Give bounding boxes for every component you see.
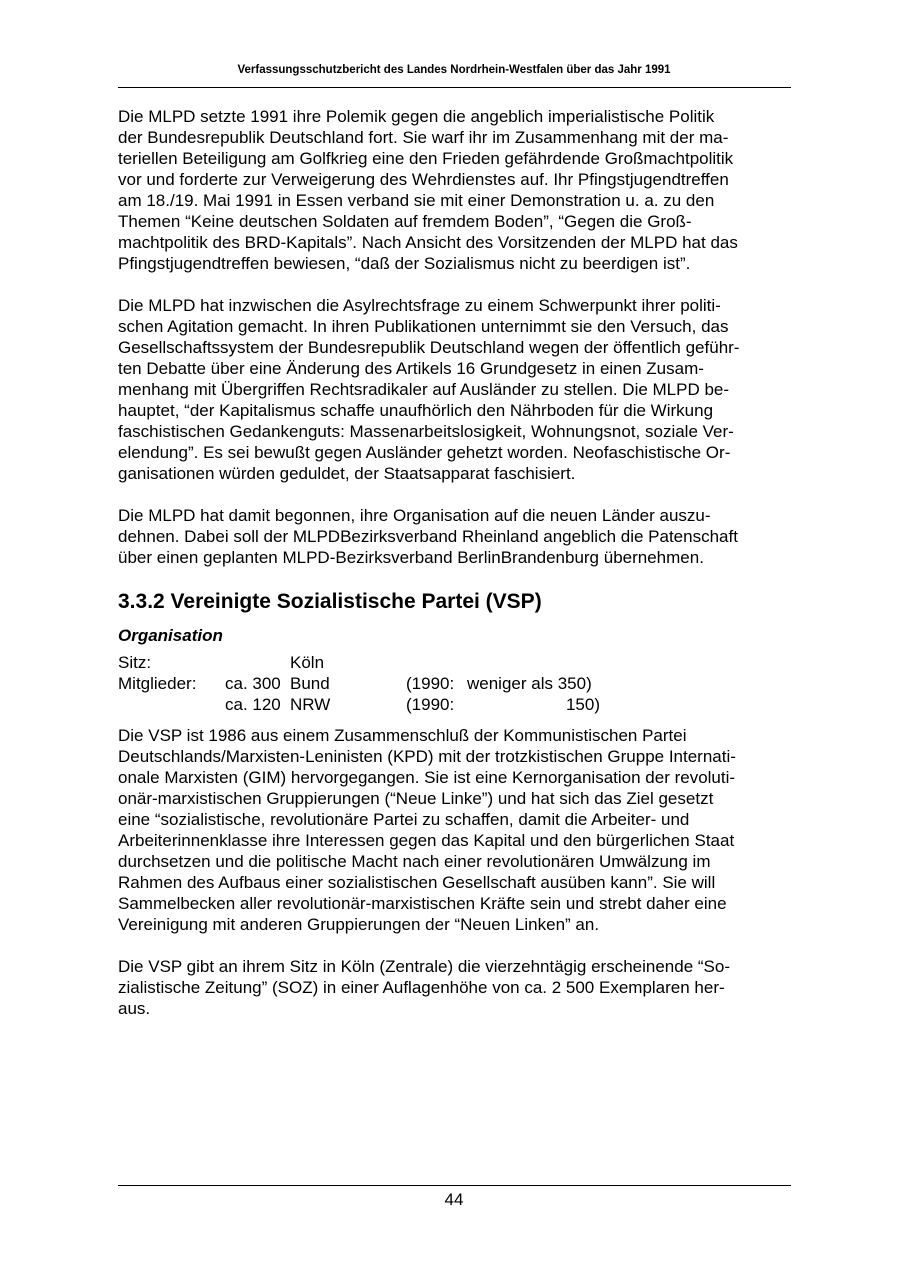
mlpd-section-text [118,106,792,568]
text-line: onale Marxisten (GIM) hervorgegangen. Sie ist eine Kernorganisation der revoluti- [118,768,736,787]
text-line: aus. [118,999,151,1018]
text-line: Vereinigung mit anderen Gruppierungen der “Neuen Linken” an. [118,915,600,934]
text-line: Deutschlands/Marxisten-Leninisten (KPD) mit der trotzkistischen Gruppe Internati- [118,747,736,766]
text-line: über einen geplanten MLPD-Bezirksverband BerlinBrandenburg übernehmen. [118,548,704,567]
text-line: Die MLPD hat damit begonnen, ihre Organisation auf die neuen Länder auszu- [118,506,711,525]
text-line: ten Debatte über eine Änderung des Artikels 16 Grundgesetz in einen Zusam- [118,359,704,378]
org-row-sitz [118,652,792,673]
running-header: Verfassungsschutzbericht des Landes Nordrhein-Westfalen über das Jahr 1991 [237,64,671,76]
member-count: ca. 300 [225,674,281,693]
text-line: Sammelbecken aller revolutionär-marxistischen Kräfte sein und strebt daher eine [118,894,727,913]
text-line: dehnen. Dabei soll der MLPDBezirksverband Rheinland angeblich die Patenschaft [118,527,738,546]
sitz-value: Köln [290,653,325,672]
text-line: Pfingstjugendtreffen bewiesen, “daß der Sozialismus nicht zu beerdigen ist”. [118,254,691,273]
sitz-label: Sitz: [118,653,152,672]
footer-rule [118,1185,791,1186]
text-line: menhang mit Übergriffen Rechtsradikaler auf Ausländer zu stellen. Die MLPD be- [118,380,730,399]
text-line: machtpolitik des BRD-Kapitals”. Nach Ansicht des Vorsitzenden der MLPD hat das [118,233,738,252]
text-line: Die MLPD setzte 1991 ihre Polemik gegen die angeblich imperialistische Politik [118,107,715,126]
text-line: Die MLPD hat inzwischen die Asylrechtsfrage zu einem Schwerpunkt ihrer politi- [118,296,721,315]
text-line: faschistischen Gedankenguts: Massenarbeitslosigkeit, Wohnungsnot, soziale Ver- [118,422,734,441]
vsp-section-text [118,725,792,1019]
mitglieder-label: Mitglieder: [118,674,197,693]
org-row-members-bund [118,673,792,694]
previous-year-label: (1990: [406,695,455,714]
previous-year-value: weniger als 350) [467,674,592,693]
text-line: vor und forderte zur Verweigerung des Wehrdienstes auf. Ihr Pfingstjugendtreffen [118,170,729,189]
text-line: ganisationen würden geduldet, der Staatsapparat faschisiert. [118,464,576,483]
paragraph [118,295,792,484]
paragraph [118,725,792,935]
previous-year-label: (1990: [406,674,455,693]
org-row-members-nrw [118,694,792,715]
text-line: Arbeiterinnenklasse ihre Interessen gegen das Kapital und den bürgerlichen Staat [118,831,735,850]
text-line: elendung”. Es sei bewußt gegen Ausländer gehetzt worden. Neofaschistische Or- [118,443,731,462]
member-count: ca. 120 [225,695,281,714]
paragraph [118,106,792,274]
header-rule [118,87,791,88]
text-line: hauptet, “der Kapitalismus schaffe unaufhörlich den Nährboden für die Wirkung [118,401,714,420]
text-line: onär-marxistischen Gruppierungen (“Neue Linke”) und hat sich das Ziel gesetzt [118,789,714,808]
member-scope: NRW [290,695,331,714]
organisation-table [118,652,792,715]
text-line: Gesellschaftssystem der Bundesrepublik Deutschland wegen der öffentlich geführ- [118,338,740,357]
text-line: Rahmen des Aufbaus einer sozialistischen Gesellschaft ausüben kann”. Sie will [118,873,716,892]
paragraph [118,956,792,1019]
member-scope: Bund [290,674,330,693]
text-line: eine “sozialistische, revolutionäre Partei zu schaffen, damit die Arbeiter- und [118,810,690,829]
text-line: Die VSP gibt an ihrem Sitz in Köln (Zentrale) die vierzehntägig erscheinende “So- [118,957,730,976]
text-line: zialistische Zeitung” (SOZ) in einer Auflagenhöhe von ca. 2 500 Exemplaren her- [118,978,725,997]
subheading-organisation: Organisation [118,626,223,645]
section-heading: 3.3.2 Vereinigte Sozialistische Partei (VSP) [118,590,542,613]
previous-year-value: 150) [565,695,600,714]
text-line: schen Agitation gemacht. In ihren Publikationen unternimmt sie den Versuch, das [118,317,729,336]
page-content [118,106,792,1019]
page-number: 44 [444,1190,464,1209]
text-line: am 18./19. Mai 1991 in Essen verband sie mit einer Demonstration u. a. zu den [118,191,715,210]
text-line: Die VSP ist 1986 aus einem Zusammenschluß der Kommunistischen Partei [118,726,687,745]
paragraph [118,505,792,568]
text-line: teriellen Beteiligung am Golfkrieg eine den Frieden gefährdende Großmachtpolitik [118,149,734,168]
text-line: der Bundesrepublik Deutschland fort. Sie warf ihr im Zusammenhang mit der ma- [118,128,729,147]
text-line: durchsetzen und die politische Macht nach einer revolutionären Umwälzung im [118,852,711,871]
text-line: Themen “Keine deutschen Soldaten auf fremdem Boden”, “Gegen die Groß- [118,212,692,231]
